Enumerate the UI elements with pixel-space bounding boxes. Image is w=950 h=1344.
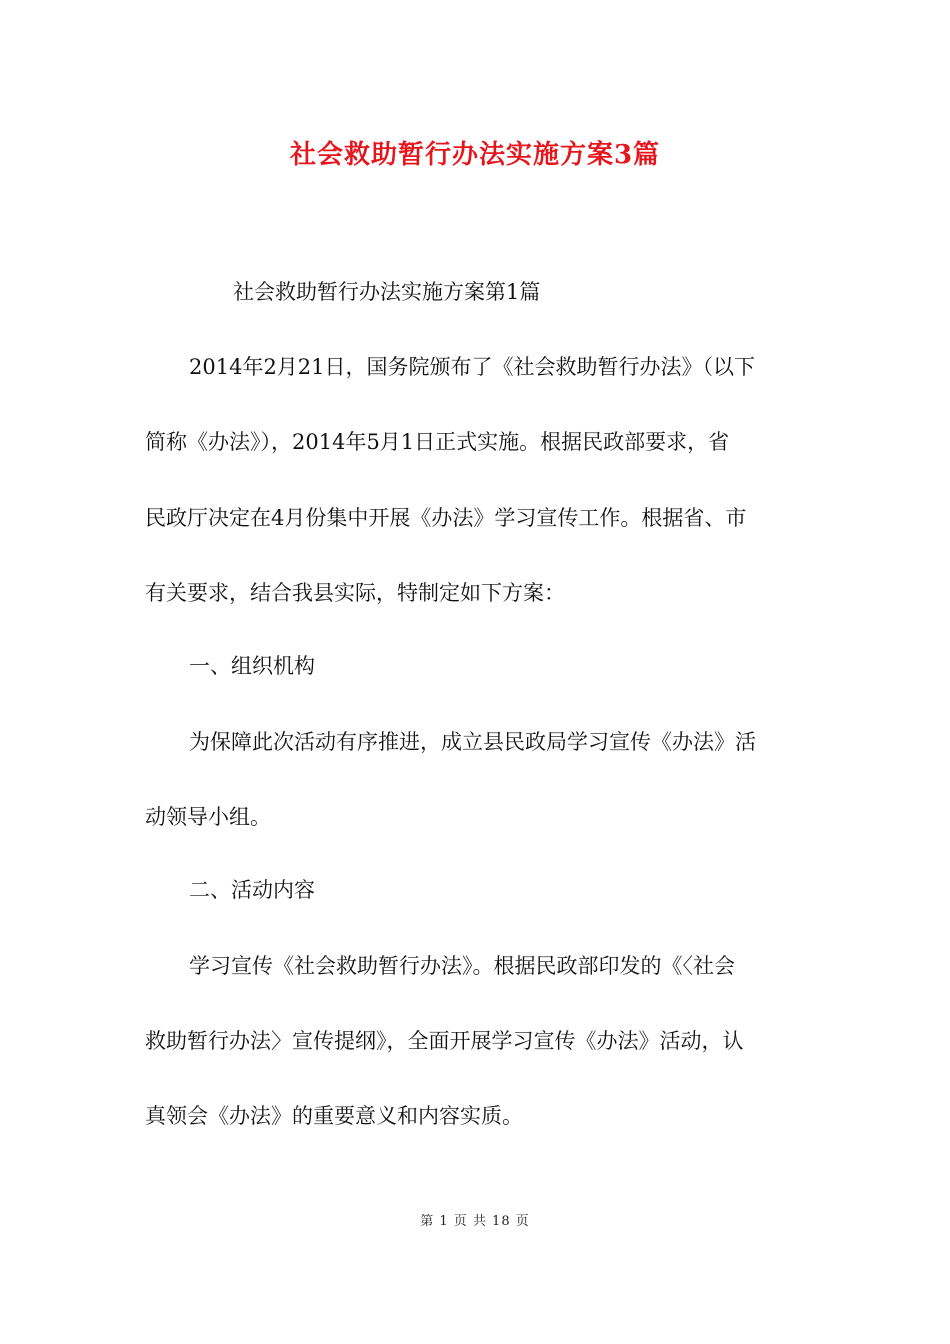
paragraph-line: 简称《办法》），2014年5月1日正式实施。根据民政部要求，省 bbox=[145, 430, 730, 454]
paragraph-line: 有关要求，结合我县实际，特制定如下方案： bbox=[145, 581, 565, 605]
paragraph-line: 学习宣传《社会救助暂行办法》。根据民政部印发的《〈社会 bbox=[189, 954, 735, 978]
paragraph-line: 民政厅决定在4月份集中开展《办法》学习宣传工作。根据省、市 bbox=[145, 506, 747, 530]
document-title: 社会救助暂行办法实施方案3篇 bbox=[289, 140, 661, 170]
paragraph-line: 救助暂行办法〉宣传提纲》，全面开展学习宣传《办法》活动，认 bbox=[145, 1029, 744, 1053]
section-heading: 一、组织机构 bbox=[189, 654, 315, 678]
paragraph-line: 为保障此次活动有序推进，成立县民政局学习宣传《办法》活 bbox=[189, 730, 756, 754]
paragraph-line: 动领导小组。 bbox=[145, 805, 271, 829]
paragraph-line: 2014年2月21日，国务院颁布了《社会救助暂行办法》（以下 bbox=[189, 355, 756, 379]
section-heading-part-1: 社会救助暂行办法实施方案第1篇 bbox=[233, 280, 541, 304]
section-heading: 二、活动内容 bbox=[189, 878, 315, 902]
paragraph-line: 真领会《办法》的重要意义和内容实质。 bbox=[145, 1104, 523, 1128]
page-footer: 第 1 页 共 18 页 bbox=[420, 1214, 530, 1229]
